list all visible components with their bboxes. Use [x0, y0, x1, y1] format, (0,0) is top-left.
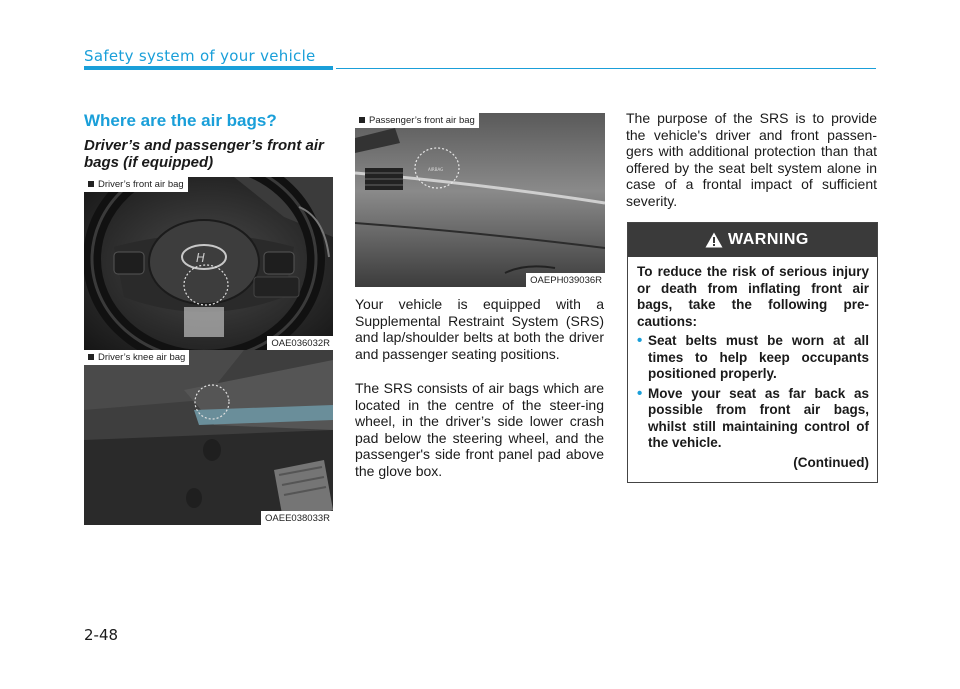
warning-bullet: • Move your seat as far back as possible from front air bags, whilst still maintaining control of the vehicle. [637, 384, 869, 450]
body-paragraph: Your vehicle is equipped with a Supplemental Restraint System (SRS) and lap/shoulder belts at both the driver and passenger seating positions. [355, 296, 604, 362]
bullet-square-icon [88, 354, 94, 360]
page-number: 2-48 [84, 626, 119, 644]
body-paragraph: The purpose of the SRS is to provide the vehicle's driver and front passen-gers with additional protection than that offered by the seat belt system alone in case of a frontal impact of sufficient severity. [626, 110, 877, 209]
warning-box [627, 222, 878, 483]
figure-drivers-knee-airbag [84, 350, 333, 525]
bullet-dot-icon: • [637, 332, 643, 349]
warning-title: WARNING [728, 231, 809, 248]
running-header: Safety system of your vehicle [84, 47, 316, 65]
svg-text:H: H [196, 251, 206, 265]
warning-intro: To reduce the risk of serious injury or death from inflating front air bags, take the following pre-cautions: [637, 264, 869, 329]
steering-wheel-illustration [84, 177, 333, 350]
figure-caption: Passenger’s front air bag [355, 113, 479, 128]
section-heading: Where are the air bags? [84, 111, 277, 130]
dashboard-illustration [355, 113, 605, 287]
warning-continued: (Continued) [793, 454, 869, 470]
figure-code: OAE036032R [267, 336, 333, 350]
warning-bullet: • Seat belts must be worn at all times to help keep occupants positioned properly. [637, 332, 869, 381]
bullet-square-icon [88, 181, 94, 187]
svg-text:AIRBAG: AIRBAG [428, 167, 444, 172]
warning-triangle-icon [705, 232, 723, 248]
warning-header [628, 223, 877, 257]
bullet-square-icon [359, 117, 365, 123]
knee-airbag-illustration [84, 350, 333, 525]
body-paragraph: The SRS consists of air bags which are located in the centre of the steer-ing wheel, in the driver’s side lower crash pad below the steering wheel, and the passenger's side front panel pad above the glove box. [355, 380, 604, 479]
figure-code: OAEPH039036R [526, 273, 605, 287]
warning-body [637, 264, 869, 471]
figure-drivers-front-airbag [84, 177, 333, 350]
figure-passengers-front-airbag [355, 113, 605, 287]
figure-caption: Driver’s front air bag [84, 177, 188, 192]
header-rule-thick [84, 66, 333, 70]
figure-caption: Driver’s knee air bag [84, 350, 189, 365]
subsection-heading: Driver’s and passenger’s front air bags (if equipped) [84, 137, 324, 171]
bullet-dot-icon: • [637, 384, 643, 402]
figure-code: OAEE038033R [261, 511, 333, 525]
header-rule-thin [336, 68, 876, 69]
